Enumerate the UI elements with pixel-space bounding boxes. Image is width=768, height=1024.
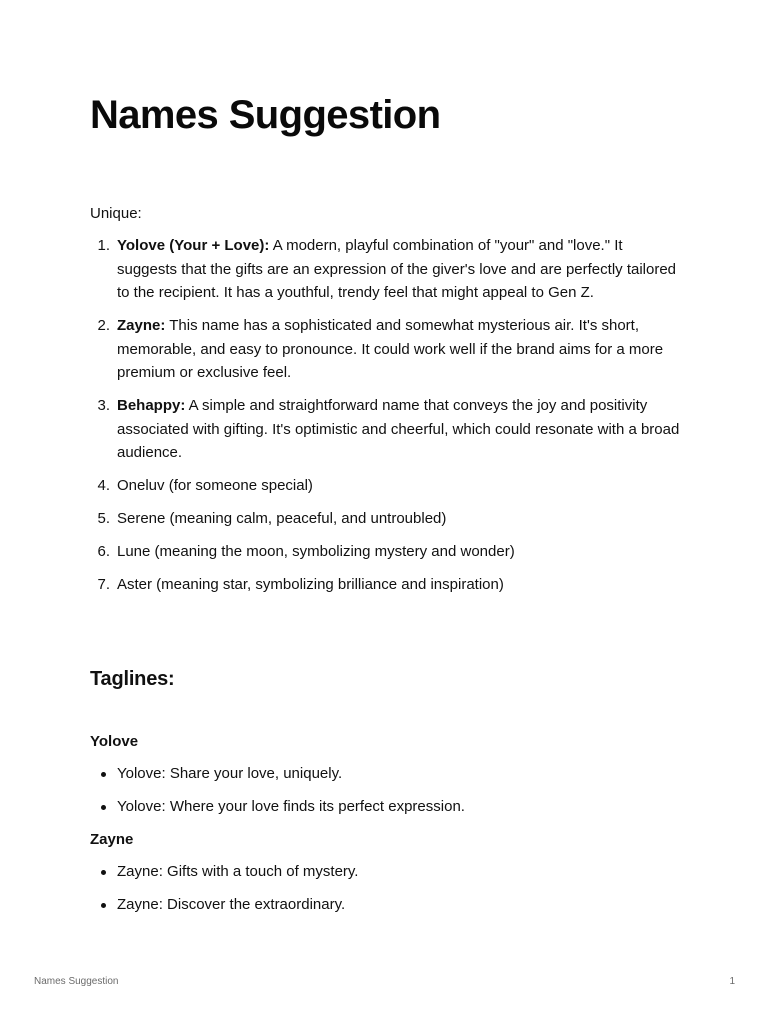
name-description: Lune (meaning the moon, symbolizing mystery and wonder) <box>117 543 515 560</box>
list-item <box>117 573 680 597</box>
list-item <box>117 314 680 385</box>
list-item: Zayne: Discover the extraordinary. <box>117 893 680 917</box>
name-term: Behappy: <box>117 397 186 414</box>
list-item: Yolove: Share your love, uniquely. <box>117 762 680 786</box>
tagline-group-heading: Yolove <box>90 733 139 750</box>
list-item <box>117 540 680 564</box>
tagline-list <box>90 762 680 828</box>
tagline-group-heading: Zayne <box>90 831 134 848</box>
unique-label: Unique: <box>90 205 142 222</box>
name-description: Oneluv (for someone special) <box>117 477 313 494</box>
footer-doc-title: Names Suggestion <box>34 976 119 987</box>
name-description: Aster (meaning star, symbolizing brilliance and inspiration) <box>117 576 504 593</box>
list-item: Zayne: Gifts with a touch of mystery. <box>117 860 680 884</box>
name-description: A simple and straightforward name that conveys the joy and positivity associated with gifting. It's optimistic and cheerful, which could resonate with a broad audience. <box>117 397 680 461</box>
name-description: Serene (meaning calm, peaceful, and untroubled) <box>117 510 447 527</box>
names-list <box>90 234 680 606</box>
list-item <box>117 234 680 305</box>
tagline-list <box>90 860 680 926</box>
list-item: Yolove: Where your love finds its perfect expression. <box>117 795 680 819</box>
page-number: 1 <box>729 976 735 987</box>
name-term: Zayne: <box>117 317 166 334</box>
list-item <box>117 474 680 498</box>
name-term: Yolove (Your + Love): <box>117 237 270 254</box>
list-item <box>117 507 680 531</box>
name-description: A modern, playful combination of "your" and "love." It suggests that the gifts are an expression of the giver's love and are perfectly tailored to the recipient. It has a youthful, trendy feel that might appeal to Gen Z. <box>117 237 677 301</box>
list-item <box>117 394 680 465</box>
page-title: Names Suggestion <box>90 93 441 137</box>
taglines-heading: Taglines: <box>90 668 175 690</box>
name-description: This name has a sophisticated and somewhat mysterious air. It's short, memorable, and easy to pronounce. It could work well if the brand aims for a more premium or exclusive feel. <box>117 317 664 381</box>
